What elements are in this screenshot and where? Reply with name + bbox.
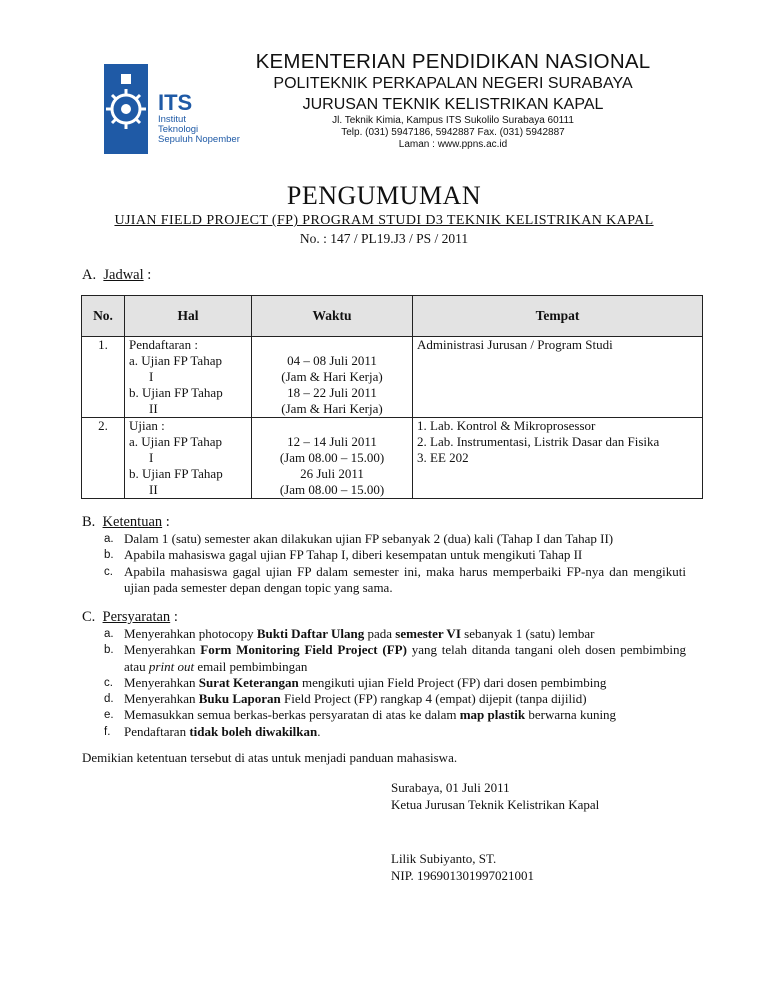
ministry-name: KEMENTERIAN PENDIDIKAN NASIONAL: [255, 50, 651, 73]
waktu-cell: 04 – 08 Juli 2011 (Jam & Hari Kerja) 18 – 22 Juli 2011 (Jam & Hari Kerja): [252, 337, 413, 418]
document-number: No. : 147 / PL19.J3 / PS / 2011: [299, 231, 469, 246]
hal-cell: Ujian : a. Ujian FP Tahap I b. Ujian FP Tahap II: [125, 418, 252, 499]
phone-line: Telp. (031) 5947186, 5942887 Fax. (031) 5942887: [341, 127, 565, 138]
department-name: JURUSAN TEKNIK KELISTRIKAN KAPAL: [302, 96, 604, 113]
column-header: Tempat: [413, 296, 703, 337]
row-number: 1.: [82, 337, 125, 418]
schedule-table: [81, 295, 703, 499]
svg-text:ITS: ITS: [158, 90, 193, 115]
list-item: c. Menyerahkan Surat Keterangan mengikuti ujian Field Project (FP) dari dosen pembimbing: [104, 674, 607, 690]
svg-text:Teknologi: Teknologi: [158, 124, 199, 135]
persyaratan-list: [104, 626, 686, 740]
list-item: e. Memasukkan semua berkas-berkas persyaratan di atas ke dalam map plastik berwarna kuning: [104, 707, 617, 723]
institution-name: POLITEKNIK PERKAPALAN NEGERI SURABAYA: [273, 75, 633, 92]
waktu-cell: 12 – 14 Juli 2011 (Jam 08.00 – 15.00) 26 Juli 2011 (Jam 08.00 – 15.00): [252, 418, 413, 499]
signature-nip: NIP. 196901301997021001: [391, 868, 535, 883]
signature-position: Ketua Jurusan Teknik Kelistrikan Kapal: [391, 797, 600, 812]
section-a-heading: A. Jadwal :: [82, 267, 152, 283]
row-number: 2.: [82, 418, 125, 499]
table-header-row: [82, 296, 703, 337]
column-header: Hal: [125, 296, 252, 337]
list-item: d. Menyerahkan Buku Laporan Field Project (FP) rangkap 4 (empat) dijepit (tanpa dijilid): [104, 691, 587, 707]
svg-text:Institut: Institut: [158, 114, 186, 125]
table-row: [82, 337, 703, 418]
signature-place-date: Surabaya, 01 Juli 2011: [391, 780, 510, 795]
website-line: Laman : www.ppns.ac.id: [398, 139, 508, 150]
list-item: b. Menyerahkan Form Monitoring Field Project (FP) yang telah ditanda tangani oleh dosen pembimbing atau print out email pembimbingan: [104, 642, 686, 674]
list-item: b. Apabila mahasiswa gagal ujian FP Tahap I, diberi kesempatan untuk mengikuti Tahap II: [104, 547, 583, 563]
tempat-cell: Administrasi Jurusan / Program Studi: [413, 337, 703, 418]
its-logo: [104, 62, 240, 158]
closing-paragraph: Demikian ketentuan tersebut di atas untuk menjadi panduan mahasiswa.: [82, 750, 458, 765]
column-header: Waktu: [252, 296, 413, 337]
hal-cell: Pendaftaran : a. Ujian FP Tahap I b. Ujian FP Tahap II: [125, 337, 252, 418]
address-line: Jl. Teknik Kimia, Kampus ITS Sukolilo Surabaya 60111: [332, 115, 574, 126]
page-subtitle: UJIAN FIELD PROJECT (FP) PROGRAM STUDI D3 TEKNIK KELISTRIKAN KAPAL: [114, 213, 654, 228]
list-item: a. Dalam 1 (satu) semester akan dilakukan ujian FP sebanyak 2 (dua) kali (Tahap I dan Tahap II): [104, 531, 614, 546]
page-title: PENGUMUMAN: [286, 181, 482, 210]
table-row: [82, 418, 703, 499]
list-item: a. Menyerahkan photocopy Bukti Daftar Ulang pada semester VI sebanyak 1 (satu) lembar: [104, 626, 595, 641]
column-header: No.: [82, 296, 125, 337]
list-item: c. Apabila mahasiswa gagal ujian FP dalam semester ini, maka harus memperbaiki FP-nya dan mengikuti ujian pada semester depan dengan topic yang sama.: [104, 563, 686, 595]
section-c-heading: C. Persyaratan :: [82, 609, 178, 625]
tempat-cell: 1. Lab. Kontrol & Mikroprosessor 2. Lab. Instrumentasi, Listrik Dasar dan Fisika 3. EE 202: [413, 418, 703, 499]
svg-text:Sepuluh Nopember: Sepuluh Nopember: [158, 134, 240, 145]
section-b-heading: B. Ketentuan :: [82, 514, 170, 530]
list-item: f. Pendaftaran tidak boleh diwakilkan.: [104, 723, 321, 739]
signature-name: Lilik Subiyanto, ST.: [391, 851, 497, 866]
ketentuan-list: [104, 531, 686, 596]
